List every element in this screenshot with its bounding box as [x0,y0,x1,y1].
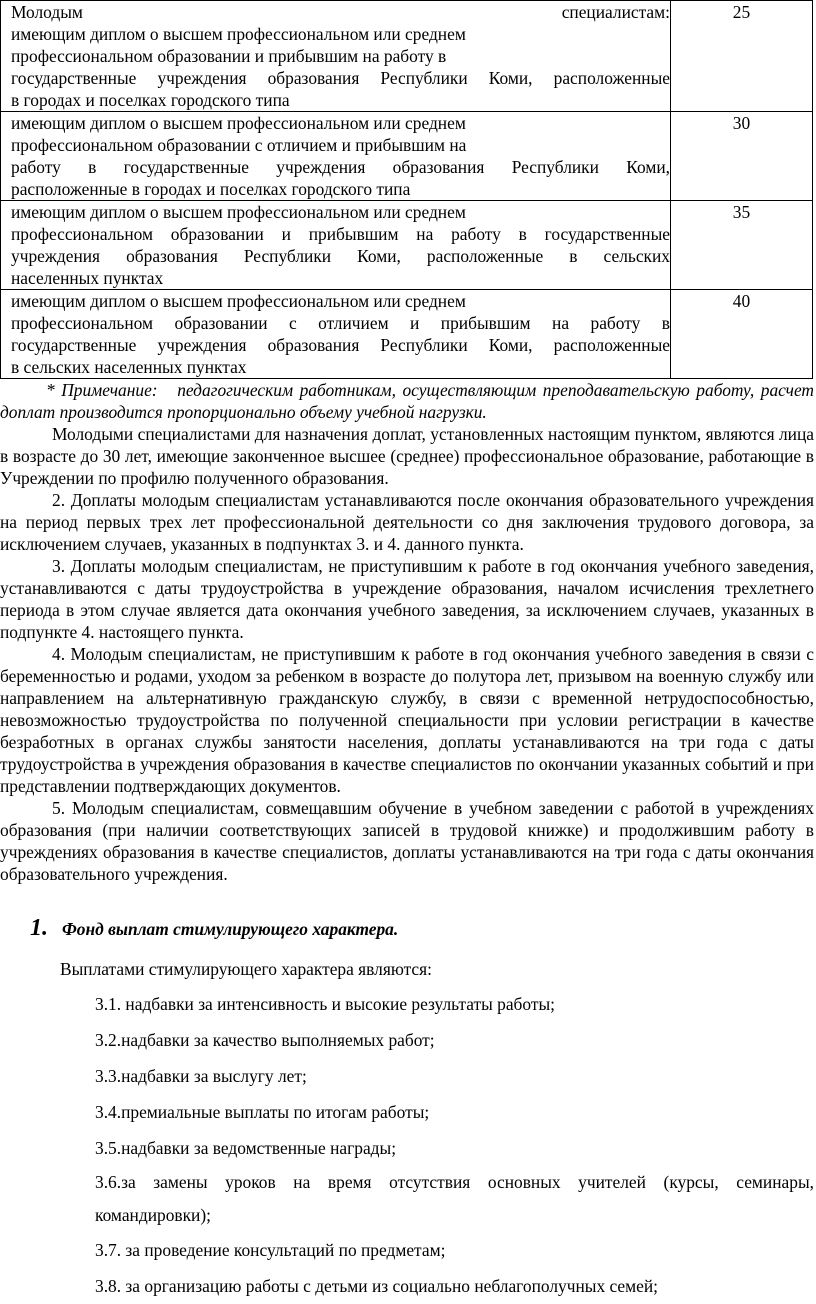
cell-line: имеющим диплом о высшем профессиональном или среднем [11,202,466,222]
row-value: 40 [671,290,813,379]
row-description [1,112,671,201]
section-title: Фонд выплат стимулирующего характера. [62,919,399,939]
list-item: 3.2.надбавки за качество выполняемых работ; [95,1030,435,1050]
cell-line: имеющим диплом о высшем профессиональном или среднем [11,24,466,44]
note-text: педагогическим работникам, осуществляющим преподавательскую работу, расчет доплат производится пропорционально объему учебной нагрузки. [0,380,814,422]
cell-line: государственные учреждения образования Республики Коми, расположенные [11,335,670,355]
table-row [1,201,813,290]
cell-line: имеющим диплом о высшем профессиональном или среднем [11,113,466,133]
note-label: * Примечание: [46,380,158,400]
cell-line: профессиональном образовании и прибывшим на работу в государственные [11,224,670,244]
row-value: 35 [671,201,813,290]
table-row [1,290,813,379]
table-row [1,1,813,112]
cell-line: учреждения образования Республики Коми, расположенные в сельских [11,246,670,266]
list-item: 3.6.за замены уроков на время отсутствия основных учителей (курсы, семинары, командировки); [95,1172,814,1225]
cell-line: в городах и поселках городского типа [11,90,290,110]
row-value: 30 [671,112,813,201]
section-heading [30,913,816,944]
paragraph-5: 5. Молодым специалистам, совмещавшим обучение в учебном заведении с работой в учреждениях образования (при наличии соответствующих записей в трудовой книжке) и продолжившим работу в учреждениях образования в качестве специалистов, доплаты устанавливаются на три года с даты окончания образовательного учреждения. [0,798,814,884]
paragraph-3: 3. Доплаты молодым специалистам, не приступившим к работе в год окончания учебного заведения, устанавливаются с даты трудоустройства в учреждение образования, началом исчисления трехлетнего периода в этом случае является дата окончания учебного заведения, за исключением случаев, указанных в подпункте 4. настоящего пункта. [0,556,814,642]
row-description [1,201,671,290]
table-note [0,379,816,423]
cell-line: Молодым специалистам: [11,2,670,22]
list-item: 3.7. за проведение консультаций по предметам; [95,1240,446,1260]
paragraph-4: 4. Молодым специалистам, не приступившим к работе в год окончания учебного заведения в связи с беременностью и родами, уходом за ребенком в возрасте до полутора лет, призывом на военную службу или направлением на альтернативную гражданскую службу, в связи с временной нетрудоспособностью, невозможностью трудоустройства по полученной специальности при условии регистрации в качестве безработных в органах службы занятости населения, доплаты устанавливаются на три года с даты трудоустройства в учреждения образования в качестве специалистов по окончании указанных событий и при представлении подтверждающих документов. [0,644,814,796]
list-item: 3.3.надбавки за выслугу лет; [95,1066,307,1086]
cell-line: населенных пунктах [11,268,164,288]
cell-line: профессиональном образовании и прибывшим на работу в [11,46,447,66]
cell-line: государственные учреждения образования Республики Коми, расположенные [11,68,670,88]
incentive-payments-list [0,986,816,1304]
section-number: 1. [30,915,48,941]
row-description [1,1,671,112]
cell-line: профессиональном образовании с отличием и прибывшим на работу в [11,313,670,333]
cell-line: имеющим диплом о высшем профессиональном или среднем [11,291,466,311]
list-item: 3.5.надбавки за ведомственные награды; [95,1138,397,1158]
paragraph-young-specialists-definition: Молодыми специалистами для назначения доплат, установленных настоящим пунктом, являются лица в возрасте до 30 лет, имеющие законченное высшее (среднее) профессиональное образование, работающие в Учреждении по профилю полученного образования. [0,424,814,488]
paragraph-2: 2. Доплаты молодым специалистам устанавливаются после окончания образовательного учреждения на период первых трех лет профессиональной деятельности со дня заключения трудового договора, за исключением случаев, указанных в подпунктах 3. и 4. данного пункта. [0,490,814,554]
allowance-rates-table [0,0,813,379]
section-intro: Выплатами стимулирующего характера являются: [60,959,432,979]
cell-line: работу в государственные учреждения образования Республики Коми, [11,157,670,177]
row-description [1,290,671,379]
table-row [1,112,813,201]
list-item: 3.1. надбавки за интенсивность и высокие результаты работы; [95,994,555,1014]
cell-line: в сельских населенных пунктах [11,357,247,377]
row-value: 25 [671,1,813,112]
list-item: 3.4.премиальные выплаты по итогам работы; [95,1102,430,1122]
cell-line: профессиональном образовании с отличием и прибывшим на [11,135,467,155]
list-item: 3.8. за организацию работы с детьми из социально неблагополучных семей; [95,1276,659,1296]
cell-line: расположенные в городах и поселках городского типа [11,179,411,199]
